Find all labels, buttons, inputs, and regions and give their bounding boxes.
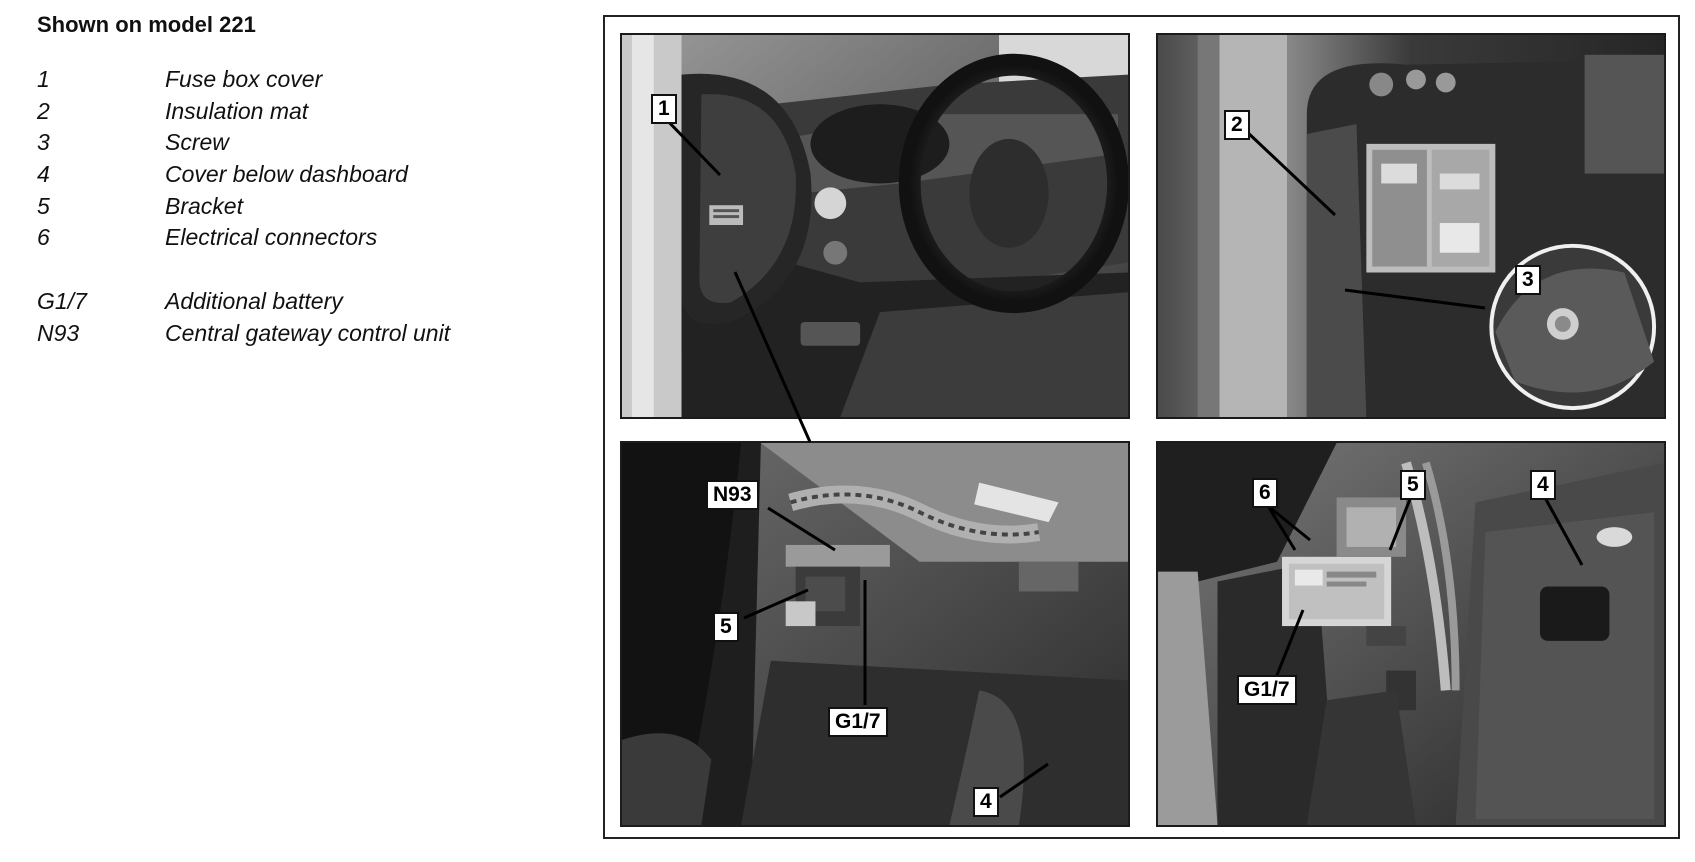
legend-code: N93 — [37, 319, 80, 346]
callout-4-right: 4 — [1530, 470, 1556, 500]
legend-code: 4 — [37, 161, 50, 188]
legend-code: 6 — [37, 224, 50, 251]
legend-item — [37, 159, 577, 191]
legend-label: Screw — [165, 129, 229, 156]
callout-g17-right: G1/7 — [1237, 675, 1297, 705]
callout-5-right: 5 — [1400, 470, 1426, 500]
legend-code: 5 — [37, 192, 50, 219]
callout-4-left: 4 — [973, 787, 999, 817]
legend-label: Additional battery — [165, 287, 343, 314]
legend-label: Central gateway control unit — [165, 319, 451, 346]
legend-item — [37, 222, 577, 254]
legend-label: Fuse box cover — [165, 66, 323, 92]
photo-fuse-box-image — [1158, 35, 1664, 417]
legend-title: Shown on model 221 — [37, 12, 256, 37]
legend-code: 1 — [37, 66, 50, 92]
callout-3: 3 — [1515, 265, 1541, 295]
legend-item — [37, 127, 577, 159]
legend-label: Bracket — [165, 192, 243, 219]
legend-label: Electrical connectors — [165, 224, 378, 251]
legend-item — [37, 96, 577, 128]
legend-code: 3 — [37, 129, 50, 156]
legend-label: Insulation mat — [165, 97, 309, 124]
callout-5-left: 5 — [713, 612, 739, 642]
legend-code: G1/7 — [37, 287, 87, 314]
photo-dashboard-image — [622, 35, 1128, 417]
callout-n93: N93 — [706, 480, 759, 510]
photo-bracket-gateway — [620, 441, 1130, 827]
legend-component — [37, 286, 577, 318]
callout-2: 2 — [1224, 110, 1250, 140]
legend-item — [37, 191, 577, 223]
legend-component — [37, 318, 577, 350]
legend-spacer — [37, 254, 577, 286]
photo-connectors-cover-image — [1158, 443, 1664, 825]
callout-6: 6 — [1252, 478, 1278, 508]
legend-code: 2 — [37, 97, 50, 124]
callout-1: 1 — [651, 94, 677, 124]
photo-dashboard — [620, 33, 1130, 419]
legend — [37, 10, 577, 349]
callout-g17-left: G1/7 — [828, 707, 888, 737]
legend-item — [37, 64, 577, 96]
photo-fuse-box — [1156, 33, 1666, 419]
legend-label: Cover below dashboard — [165, 161, 408, 188]
photo-bracket-gateway-image — [622, 443, 1128, 825]
